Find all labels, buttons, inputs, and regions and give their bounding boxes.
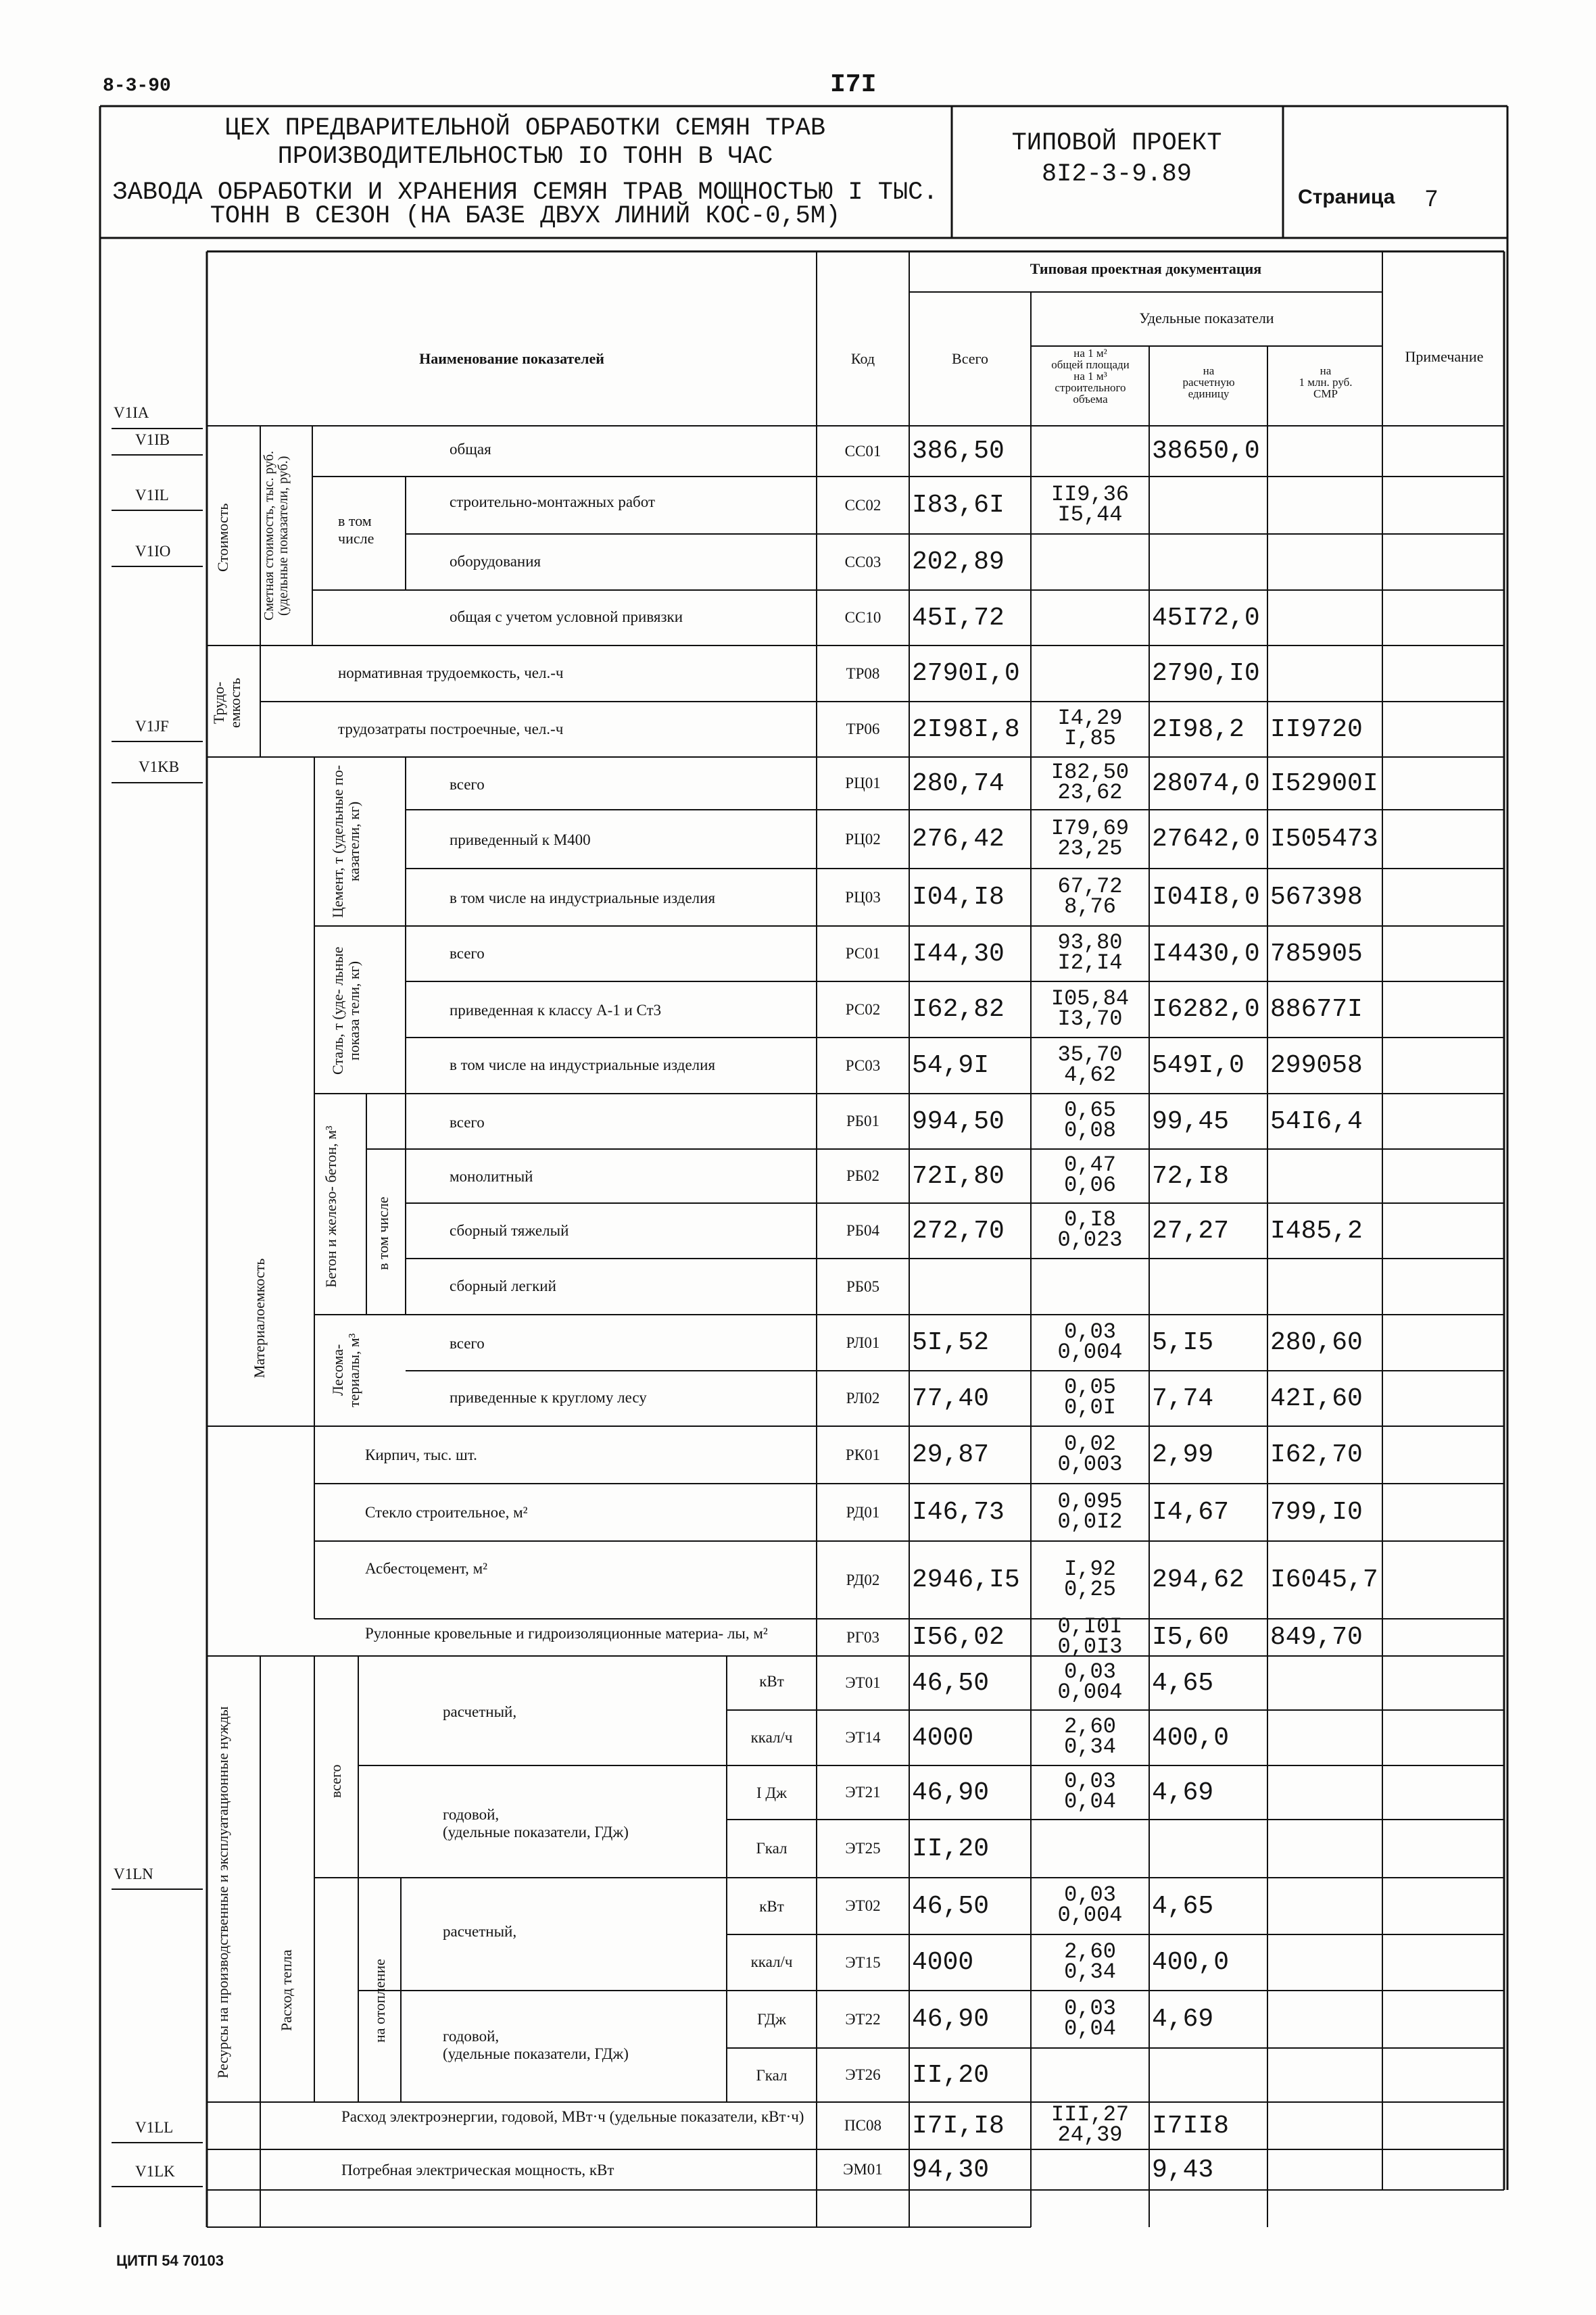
per-m2-top: 0,03 xyxy=(1064,1882,1116,1907)
unit: кВт xyxy=(759,1673,784,1690)
project-number: 8I2-3-9.89 xyxy=(1041,160,1192,189)
per-unit-cell: 2,99 xyxy=(1152,1440,1214,1469)
row-label: Асбестоцемент, м² xyxy=(365,1560,488,1577)
code-cell: ЭТ01 xyxy=(845,1674,881,1691)
per-m2-top: 67,72 xyxy=(1057,873,1123,899)
code-cell: СС10 xyxy=(844,609,881,626)
page-number: I7I xyxy=(830,70,877,99)
per-unit-cell: 400,0 xyxy=(1152,1948,1230,1977)
per-m2-bottom: 0,34 xyxy=(1064,1959,1116,1984)
row-label: всего xyxy=(450,1114,485,1131)
per-m2-bottom: 0,25 xyxy=(1064,1576,1116,1602)
row-label: Кирпич, тыс. шт. xyxy=(365,1446,477,1463)
annual-label: годовой, (удельные показатели, ГДж) xyxy=(443,2028,629,2062)
per-m2-cell xyxy=(1031,762,1149,803)
per-m2-top: I,92 xyxy=(1064,1556,1116,1582)
per-m2-cell xyxy=(1031,1431,1149,1477)
per-m2-top: I05,84 xyxy=(1050,985,1130,1011)
per-m2-cell xyxy=(1031,1375,1149,1420)
per-mln-cell: I52900I xyxy=(1270,769,1378,798)
code-cell: РД01 xyxy=(846,1503,880,1521)
code-cell: РЦ03 xyxy=(845,888,881,906)
code-cell: РЦ02 xyxy=(845,830,881,848)
per-mln-cell: I485,2 xyxy=(1270,1216,1363,1246)
cost-incl: в том числе xyxy=(338,512,374,547)
per-unit-cell: I4430,0 xyxy=(1152,939,1260,969)
per-m2-top: 0,65 xyxy=(1064,1098,1116,1123)
per-unit-cell: 72,I8 xyxy=(1152,1161,1230,1191)
per-m2-top: 0,05 xyxy=(1064,1375,1116,1400)
code-cell: РС03 xyxy=(845,1056,881,1074)
per-m2-cell xyxy=(1031,930,1149,975)
per-unit-cell: I04I8,0 xyxy=(1152,883,1260,912)
per-unit-cell: I7II8 xyxy=(1152,2111,1230,2141)
per-mln-cell: 799,I0 xyxy=(1270,1498,1363,1527)
per-m2-top: 0,03 xyxy=(1064,1995,1116,2021)
row-label: приведенные к круглому лесу xyxy=(450,1389,647,1406)
row-label: Стекло строительное, м² xyxy=(365,1504,528,1521)
per-m2-cell xyxy=(1031,815,1149,861)
header-typical: Типовая проектная документация xyxy=(1030,260,1262,277)
total-cell: 29,87 xyxy=(912,1440,990,1469)
total-cell: 46,50 xyxy=(912,1668,990,1698)
header-per-m2: на 1 м² общей площади на 1 м³ строительного объема xyxy=(1051,347,1130,406)
footer-stamp: ЦИТП 54 70103 xyxy=(116,2252,224,2269)
group-concrete: Бетон и железо- бетон, м³ xyxy=(322,1125,339,1288)
per-mln-cell: 54I6,4 xyxy=(1270,1106,1363,1136)
left-code: V1LN xyxy=(114,1866,153,1882)
per-unit-cell: 9,43 xyxy=(1152,2155,1214,2185)
per-m2-top: 0,03 xyxy=(1064,1769,1116,1794)
total-cell: 2946,I5 xyxy=(912,1565,1020,1594)
title-line-1: ЦЕХ ПРЕДВАРИТЕЛЬНОЙ ОБРАБОТКИ СЕМЯН ТРАВ xyxy=(224,114,826,143)
per-unit-cell: 27642,0 xyxy=(1152,825,1260,854)
per-m2-top: 0,47 xyxy=(1064,1152,1116,1177)
per-unit-cell: 99,45 xyxy=(1152,1106,1230,1136)
code-cell: ТР08 xyxy=(846,664,880,682)
per-unit-cell: 4,69 xyxy=(1152,2005,1214,2034)
code-cell: РД02 xyxy=(846,1571,880,1588)
code-cell: ЭТ21 xyxy=(845,1784,881,1801)
per-m2-cell xyxy=(1031,1488,1149,1534)
row-label: Рулонные кровельные и гидроизоляционные материа- лы, м² xyxy=(365,1625,768,1642)
total-cell: 202,89 xyxy=(912,547,1005,577)
row-label: приведенный к М400 xyxy=(450,831,591,848)
per-mln-cell: 299058 xyxy=(1270,1051,1363,1080)
concrete-incl: в том числе xyxy=(374,1196,391,1271)
code-cell: ЭТ25 xyxy=(845,1840,881,1857)
header-name: Наименование показателей xyxy=(419,350,604,367)
per-m2-cell xyxy=(1031,708,1149,749)
per-mln-cell: 88677I xyxy=(1270,995,1363,1024)
code-cell: РК01 xyxy=(845,1446,881,1463)
row-label: монолитный xyxy=(450,1168,533,1185)
per-m2-cell xyxy=(1031,1659,1149,1705)
per-m2-cell xyxy=(1031,873,1149,919)
group-timber: Лесома- териалы, м³ xyxy=(329,1333,362,1407)
per-m2-cell xyxy=(1031,1556,1149,1602)
unit: ГДж xyxy=(757,2011,786,2028)
per-m2-bottom: I,85 xyxy=(1064,726,1116,751)
per-m2-cell xyxy=(1031,1882,1149,1928)
per-m2-top: 2,60 xyxy=(1064,1939,1116,1964)
per-m2-cell xyxy=(1031,1042,1149,1088)
total-cell: 72I,80 xyxy=(912,1161,1005,1191)
group-heat: Расход тепла xyxy=(278,1949,295,2032)
total-cell: I56,02 xyxy=(912,1623,1005,1652)
per-m2-top: 93,80 xyxy=(1057,930,1123,955)
per-m2-bottom: 0,004 xyxy=(1057,1903,1123,1928)
per-m2-cell xyxy=(1031,1714,1149,1759)
per-m2-top: 0,02 xyxy=(1064,1431,1116,1457)
per-mln-cell: I6045,7 xyxy=(1270,1565,1378,1594)
per-m2-top: I82,50 xyxy=(1050,760,1130,785)
left-code: V1IO xyxy=(135,543,171,560)
code-cell: СС01 xyxy=(844,442,881,460)
per-m2-top: 0,I8 xyxy=(1064,1207,1116,1232)
per-m2-cell xyxy=(1031,1100,1149,1141)
unit: ккал/ч xyxy=(750,1953,793,1970)
per-unit-cell: I6282,0 xyxy=(1152,995,1260,1024)
per-mln-cell: 785905 xyxy=(1270,939,1363,969)
total-cell: 94,30 xyxy=(912,2155,990,2185)
row-label: общая xyxy=(450,441,491,458)
left-code: V1IA xyxy=(114,404,149,421)
code-cell: СС02 xyxy=(844,496,881,514)
per-unit-cell: 38650,0 xyxy=(1152,437,1260,466)
per-mln-cell: II9720 xyxy=(1270,714,1363,744)
per-m2-top: 0,095 xyxy=(1057,1488,1123,1514)
group-cement: Цемент, т (удельные по- казатели, кг) xyxy=(329,765,362,919)
page-value: 7 xyxy=(1425,186,1438,212)
code-cell: ЭТ26 xyxy=(845,2066,881,2083)
per-m2-bottom: 8,76 xyxy=(1064,894,1116,919)
group-resources: Ресурсы на производственные и эксплуатационные нужды xyxy=(214,1706,231,2079)
per-m2-bottom: I2,I4 xyxy=(1057,950,1123,975)
code-cell: РБ04 xyxy=(846,1222,879,1239)
per-unit-cell: 294,62 xyxy=(1152,1565,1244,1594)
code-cell: ЭМ01 xyxy=(843,2161,883,2178)
per-m2-top: I79,69 xyxy=(1050,815,1130,841)
code-cell: РГ03 xyxy=(846,1628,880,1646)
code-cell: РБ02 xyxy=(846,1167,879,1184)
total-cell: 45I,72 xyxy=(912,603,1005,633)
row-label: Расход электроэнергии, годовой, МВт·ч (удельные показатели, кВт·ч) xyxy=(341,2108,804,2125)
code-cell: РЦ01 xyxy=(845,775,881,791)
header-code: Код xyxy=(850,350,875,367)
per-mln-cell: 42I,60 xyxy=(1270,1384,1363,1413)
per-mln-cell: I505473 xyxy=(1270,825,1378,854)
per-m2-top: 0,I0I xyxy=(1057,1613,1123,1639)
row-label: сборный тяжелый xyxy=(450,1222,569,1239)
per-m2-top: 35,70 xyxy=(1057,1042,1123,1067)
code-cell: РЛ02 xyxy=(846,1390,880,1407)
total-cell: II,20 xyxy=(912,1834,990,1863)
calc-label: расчетный, xyxy=(443,1923,517,1940)
per-m2-cell xyxy=(1031,985,1149,1031)
row-label: в том числе на индустриальные изделия xyxy=(450,890,716,906)
total-cell: I44,30 xyxy=(912,939,1005,969)
total-cell: I46,73 xyxy=(912,1498,1005,1527)
total-cell: II,20 xyxy=(912,2060,990,2090)
total-cell: 5I,52 xyxy=(912,1328,990,1357)
per-m2-bottom: 0,023 xyxy=(1057,1227,1123,1252)
row-label: трудозатраты построечные, чел.-ч xyxy=(338,721,564,737)
per-mln-cell: 280,60 xyxy=(1270,1328,1363,1357)
per-m2-bottom: 0,04 xyxy=(1064,1789,1116,1814)
total-cell: I7I,I8 xyxy=(912,2111,1005,2141)
total-cell: 386,50 xyxy=(912,437,1005,466)
left-code: V1LL xyxy=(135,2119,174,2136)
group-labor: Трудо- емкость xyxy=(210,677,243,729)
group-steel: Сталь, т (уде- льные показа тели, кг) xyxy=(329,946,362,1075)
left-code: V1KB xyxy=(139,758,180,775)
per-unit-cell: 549I,0 xyxy=(1152,1051,1244,1080)
unit: Гкал xyxy=(756,2067,788,2084)
heat-heating: на отопление xyxy=(371,1959,388,2043)
annual-label: годовой, (удельные показатели, ГДж) xyxy=(443,1806,629,1841)
header-total: Всего xyxy=(952,350,988,367)
code-cell: ПС08 xyxy=(844,2117,881,2134)
per-unit-cell: I5,60 xyxy=(1152,1623,1230,1652)
calc-label: расчетный, xyxy=(443,1703,517,1720)
unit: Гкал xyxy=(756,1840,788,1857)
left-code: V1IL xyxy=(135,487,169,504)
code-cell: ЭТ14 xyxy=(845,1729,881,1746)
row-label: общая с учетом условной привязки xyxy=(450,608,683,625)
per-unit-cell: I4,67 xyxy=(1152,1498,1230,1527)
per-unit-cell: 400,0 xyxy=(1152,1723,1230,1753)
per-m2-bottom: I5,44 xyxy=(1057,502,1123,527)
code-cell: ЭТ15 xyxy=(845,1953,881,1971)
page-label: Страница xyxy=(1298,186,1395,208)
total-cell: 272,70 xyxy=(912,1216,1005,1246)
per-m2-bottom: 0,003 xyxy=(1057,1451,1123,1477)
per-m2-top: II9,36 xyxy=(1050,481,1130,507)
per-m2-cell xyxy=(1031,481,1149,527)
row-label: Потребная электрическая мощность, кВт xyxy=(341,2162,614,2178)
row-label: сборный легкий xyxy=(450,1277,556,1294)
total-cell: 46,90 xyxy=(912,2005,990,2034)
code-cell: РБ05 xyxy=(846,1277,879,1295)
per-m2-top: 2,60 xyxy=(1064,1714,1116,1739)
code-cell: ТР06 xyxy=(846,721,880,737)
per-m2-bottom: 0,0I2 xyxy=(1057,1509,1123,1534)
group-cost: Стоимость xyxy=(214,503,231,572)
header-per-mln: на 1 млн. руб. СМР xyxy=(1299,364,1353,400)
row-label: оборудования xyxy=(450,553,541,570)
per-m2-cell xyxy=(1031,1769,1149,1814)
per-m2-bottom: 0,0I3 xyxy=(1057,1634,1123,1659)
per-unit-cell: 5,I5 xyxy=(1152,1328,1214,1357)
row-label: всего xyxy=(450,1335,485,1352)
per-m2-bottom: 24,39 xyxy=(1057,2122,1123,2147)
per-m2-top: III,27 xyxy=(1050,2102,1130,2127)
per-m2-cell xyxy=(1031,1152,1149,1198)
total-cell: I83,6I xyxy=(912,491,1005,520)
unit: I Дж xyxy=(756,1784,787,1801)
code-cell: РС01 xyxy=(845,945,881,962)
header-note: Примечание xyxy=(1405,348,1484,365)
per-unit-cell: 2I98,2 xyxy=(1152,714,1244,744)
code-cell: РС02 xyxy=(845,1000,881,1018)
per-m2-bottom: 0,004 xyxy=(1057,1339,1123,1365)
total-cell: 77,40 xyxy=(912,1384,990,1413)
per-m2-bottom: 23,25 xyxy=(1057,835,1123,861)
per-unit-cell: 27,27 xyxy=(1152,1216,1230,1246)
per-m2-top: 0,03 xyxy=(1064,1659,1116,1684)
per-m2-cell xyxy=(1031,2102,1149,2147)
code-cell: ЭТ02 xyxy=(845,1897,881,1914)
code-cell: РБ01 xyxy=(846,1113,879,1129)
group-materials: Материалоемкость xyxy=(251,1258,268,1378)
per-m2-bottom: 0,04 xyxy=(1064,2016,1116,2041)
total-cell: I04,I8 xyxy=(912,883,1005,912)
total-cell: 46,90 xyxy=(912,1778,990,1807)
per-unit-cell: 28074,0 xyxy=(1152,769,1260,798)
per-unit-cell: 4,65 xyxy=(1152,1891,1214,1921)
project-label: ТИПОВОЙ ПРОЕКТ xyxy=(1011,129,1222,157)
code-cell: РЛ01 xyxy=(846,1334,880,1351)
left-code: V1JF xyxy=(135,718,169,735)
per-unit-cell: 7,74 xyxy=(1152,1384,1214,1413)
per-unit-cell: 4,69 xyxy=(1152,1778,1214,1807)
doc-ref: 8-3-90 xyxy=(103,76,171,97)
code-cell: ЭТ22 xyxy=(845,2010,881,2028)
total-cell: 2I98I,8 xyxy=(912,714,1020,744)
per-unit-cell: 45I72,0 xyxy=(1152,603,1260,633)
title-line-4: ТОНН В СЕЗОН (НА БАЗЕ ДВУХ ЛИНИЙ КОС-0,5М) xyxy=(210,202,841,230)
row-label: приведенная к классу А-1 и Ст3 xyxy=(450,1002,662,1019)
total-cell: 54,9I xyxy=(912,1051,990,1080)
per-unit-cell: 4,65 xyxy=(1152,1668,1214,1698)
total-cell: 276,42 xyxy=(912,825,1005,854)
per-m2-top: 0,03 xyxy=(1064,1319,1116,1344)
total-cell: 4000 xyxy=(912,1723,974,1753)
per-m2-cell xyxy=(1031,1939,1149,1984)
row-label: всего xyxy=(450,945,485,962)
per-mln-cell: 849,70 xyxy=(1270,1623,1363,1652)
per-m2-bottom: 0,06 xyxy=(1064,1173,1116,1198)
header-specific: Удельные показатели xyxy=(1139,310,1274,326)
row-label: в том числе на индустриальные изделия xyxy=(450,1056,716,1073)
row-label: нормативная трудоемкость, чел.-ч xyxy=(338,664,564,681)
total-cell: 4000 xyxy=(912,1948,974,1977)
per-m2-bottom: 0,08 xyxy=(1064,1118,1116,1143)
left-code: V1IB xyxy=(135,431,170,448)
code-cell: СС03 xyxy=(844,553,881,570)
heat-total: всего xyxy=(327,1764,344,1798)
per-m2-bottom: 23,62 xyxy=(1057,780,1123,805)
total-cell: I62,82 xyxy=(912,995,1005,1024)
row-label: всего xyxy=(450,776,485,793)
per-m2-bottom: 4,62 xyxy=(1064,1062,1116,1088)
per-m2-bottom: 0,004 xyxy=(1057,1680,1123,1705)
group-cost-sub: Сметная стоимость, тыс. руб. (удельные показатели, руб.) xyxy=(262,450,291,621)
per-m2-bottom: 0,0I xyxy=(1064,1395,1116,1420)
title-line-3: ЗАВОДА ОБРАБОТКИ И ХРАНЕНИЯ СЕМЯН ТРАВ МОЩНОСТЬЮ I ТЫС. xyxy=(112,178,938,207)
per-m2-bottom: 0,34 xyxy=(1064,1734,1116,1759)
unit: кВт xyxy=(759,1898,784,1915)
per-m2-cell xyxy=(1031,1995,1149,2041)
per-m2-cell xyxy=(1031,1207,1149,1252)
per-unit-cell: 2790,I0 xyxy=(1152,659,1260,688)
title-line-2: ПРОИЗВОДИТЕЛЬНОСТЬЮ IO ТОНН В ЧАС xyxy=(277,143,773,171)
per-mln-cell: 567398 xyxy=(1270,883,1363,912)
header-per-unit: на расчетную единицу xyxy=(1182,364,1235,400)
per-m2-top: I4,29 xyxy=(1057,706,1123,731)
left-code: V1LK xyxy=(135,2163,175,2180)
per-mln-cell: I62,70 xyxy=(1270,1440,1363,1469)
per-m2-cell xyxy=(1031,1613,1149,1659)
total-cell: 2790I,0 xyxy=(912,659,1020,688)
unit: ккал/ч xyxy=(750,1729,793,1746)
row-label: строительно-монтажных работ xyxy=(450,493,656,510)
total-cell: 46,50 xyxy=(912,1891,990,1921)
per-m2-bottom: I3,70 xyxy=(1057,1006,1123,1031)
per-m2-cell xyxy=(1031,1319,1149,1365)
total-cell: 994,50 xyxy=(912,1106,1005,1136)
total-cell: 280,74 xyxy=(912,769,1005,798)
